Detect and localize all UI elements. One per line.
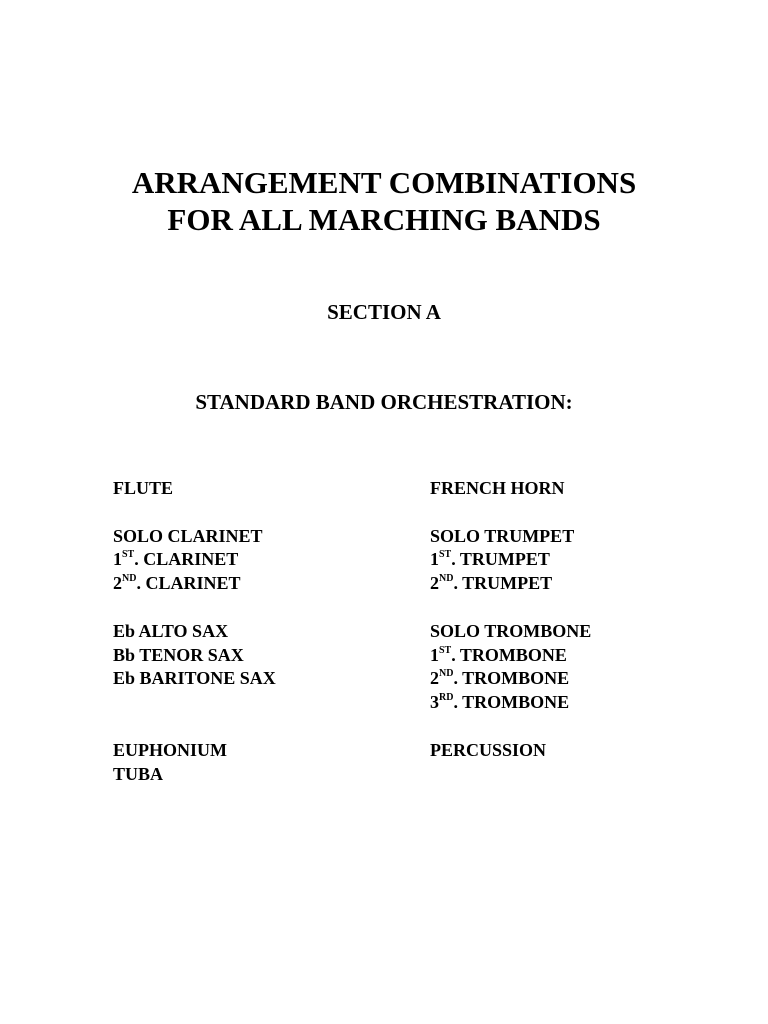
instrument-tenor-sax: Bb TENOR SAX: [113, 644, 244, 665]
instrument-2nd-trombone: 2ND. TROMBONE: [430, 668, 570, 689]
spacer: [430, 596, 591, 620]
orchestration-heading: STANDARD BAND ORCHESTRATION:: [195, 390, 573, 414]
spacer: [113, 596, 276, 620]
section-heading: SECTION A: [327, 300, 441, 324]
spacer: [113, 691, 276, 715]
instrument-percussion: PERCUSSION: [430, 739, 547, 760]
instrument-alto-sax: Eb ALTO SAX: [113, 620, 229, 641]
instrument-solo-trombone: SOLO TROMBONE: [430, 620, 592, 641]
instrument-1st-trombone: 1ST. TROMBONE: [430, 644, 567, 665]
instrument-baritone-sax: Eb BARITONE SAX: [113, 668, 276, 689]
instrument-solo-trumpet: SOLO TRUMPET: [430, 525, 575, 546]
instrument-euphonium: EUPHONIUM: [113, 739, 227, 760]
instrument-1st-clarinet: 1ST. CLARINET: [113, 549, 239, 570]
instrument-list-left: [113, 477, 276, 786]
instrument-french-horn: FRENCH HORN: [430, 478, 565, 498]
title-line-2: FOR ALL MARCHING BANDS: [167, 202, 601, 237]
spacer: [430, 501, 591, 525]
document-title: [0, 164, 768, 238]
spacer: [113, 501, 276, 525]
spacer: [113, 715, 276, 739]
instrument-2nd-trumpet: 2ND. TRUMPET: [430, 573, 553, 594]
instrument-1st-trumpet: 1ST. TRUMPET: [430, 549, 550, 570]
title-line-1: ARRANGEMENT COMBINATIONS: [131, 165, 637, 200]
instrument-flute: FLUTE: [113, 478, 174, 498]
spacer: [430, 715, 591, 739]
instrument-solo-clarinet: SOLO CLARINET: [113, 525, 263, 546]
instrument-2nd-clarinet: 2ND. CLARINET: [113, 573, 241, 594]
instrument-tuba: TUBA: [113, 763, 164, 784]
instrument-3rd-trombone: 3RD. TROMBONE: [430, 692, 570, 713]
instrument-list-right: [430, 477, 591, 763]
